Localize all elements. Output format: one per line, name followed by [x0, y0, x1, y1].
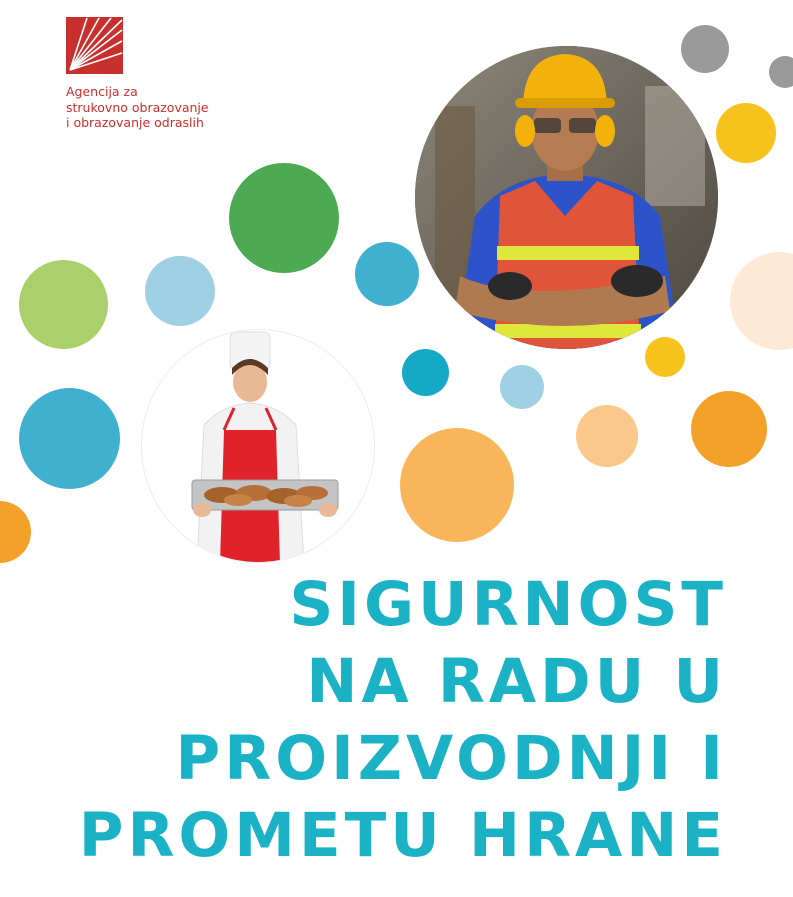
title-line-4: PROMETU HRANE [78, 800, 727, 871]
decor-dot [400, 428, 514, 542]
decor-dot [500, 365, 544, 409]
decor-dot [0, 501, 31, 563]
decor-dot [402, 349, 449, 396]
agency-name [66, 84, 266, 131]
chef-with-tray-photo [141, 329, 375, 563]
decor-dot [681, 25, 729, 73]
decor-dot [730, 252, 793, 350]
industrial-worker-photo [415, 46, 718, 349]
decor-dot [691, 391, 767, 467]
decor-dot [769, 56, 793, 88]
document-title [79, 566, 727, 874]
decor-dot [716, 103, 776, 163]
agency-name-line-2: strukovno obrazovanje [66, 99, 209, 115]
decor-dot [355, 242, 419, 306]
decor-dot [576, 405, 638, 467]
decor-dot [229, 163, 339, 273]
decor-dot [19, 260, 108, 349]
title-line-1: SIGURNOST [289, 569, 727, 640]
chef-illustration [142, 330, 375, 563]
title-line-3: PROIZVODNJI I [175, 723, 727, 794]
agency-name-line-1: Agencija za [66, 84, 138, 99]
red-sunburst-logo-icon [66, 17, 123, 74]
agency-logo [66, 17, 123, 74]
agency-name-line-3: i obrazovanje odraslih [66, 115, 204, 130]
decor-dot [645, 337, 685, 377]
decor-dot [19, 388, 120, 489]
decor-dot [145, 256, 215, 326]
title-line-2: NA RADU U [306, 646, 727, 717]
worker-illustration [415, 46, 718, 349]
